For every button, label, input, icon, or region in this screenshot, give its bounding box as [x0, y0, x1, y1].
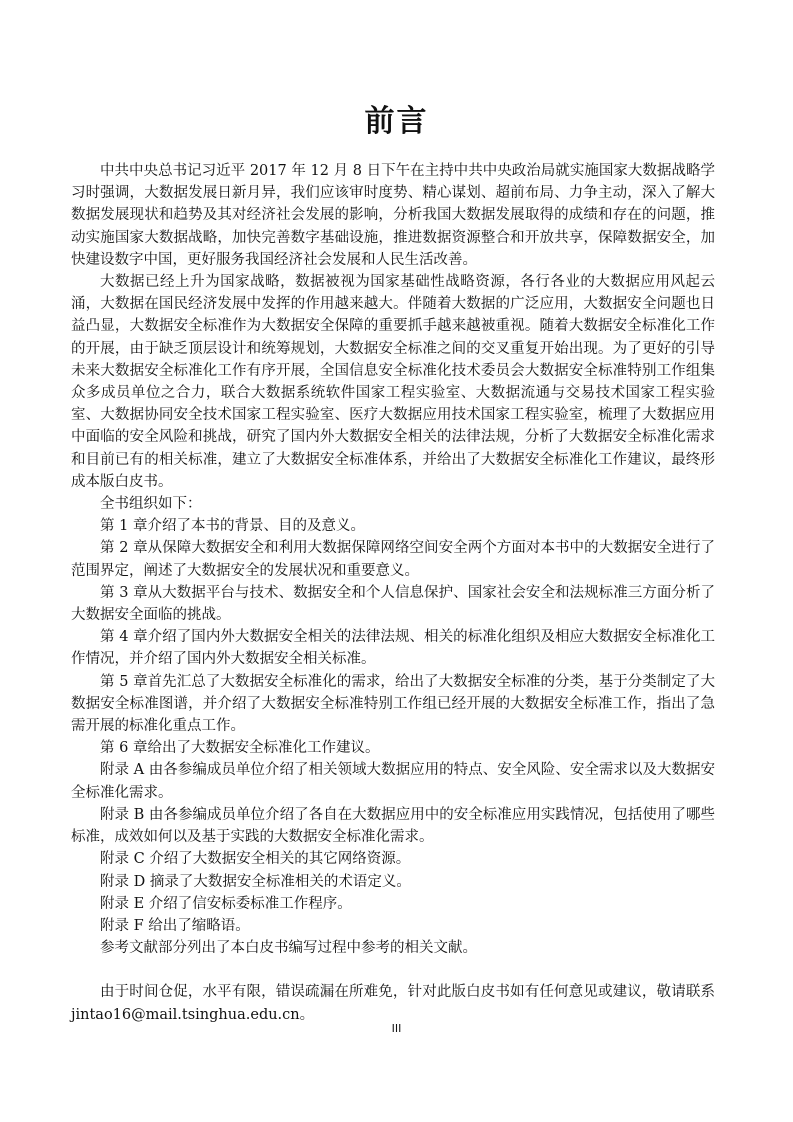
- page-title: 前言: [364, 104, 429, 139]
- paragraph-intro: 中共中央总书记习近平 2017 年 12 月 8 日下午在主持中共中央政治局就实施国家大数据战略学习时强调，大数据发展日新月异，我们应该审时度势、精心谋划、超前布局、力争主动，深入了解大数据发展现状和趋势及其对经济社会发展的影响，分析我国大数据发展取得的成绩和存在的问题，推动实施国家大数据战略，加快完善数字基础设施，推进数据资源整合和开放共享，保障数据安全，加快建设数字中国，更好服务我国经济社会发展和人民生活改善。: [71, 163, 715, 268]
- paragraph-references: 参考文献部分列出了本白皮书编写过程中参考的相关文献。: [100, 940, 477, 957]
- preface-body: [71, 160, 715, 1026]
- paragraph-chapter-4: 第 4 章介绍了国内外大数据安全相关的法律法规、相关的标准化组织及相应大数据安全标准化工作情况，并介绍了国内外大数据安全相关标准。: [71, 629, 715, 668]
- paragraph-closing: 由于时间仓促，水平有限，错误疏漏在所难免，针对此版白皮书如有任何意见或建议，敬请联系 jintao16@mail.tsinghua.edu.cn。: [71, 984, 715, 1023]
- paragraph-appendix-b: 附录 B 由各参编成员单位介绍了各自在大数据应用中的安全标准应用实践情况，包括使用了哪些标准，成效如何以及基于实践的大数据安全标准化需求。: [71, 806, 715, 846]
- paragraph-appendix-f: 附录 F 给出了缩略语。: [100, 917, 250, 934]
- page-number: III: [391, 1022, 402, 1035]
- paragraph-chapter-2: 第 2 章从保障大数据安全和利用大数据保障网络空间安全两个方面对本书中的大数据安全进行了范围界定，阐述了大数据安全的发展状况和重要意义。: [71, 540, 715, 579]
- paragraph-spacer: [71, 959, 715, 981]
- paragraph-chapter-1: 第 1 章介绍了本书的背景、目的及意义。: [100, 518, 365, 535]
- paragraph-appendix-c: 附录 C 介绍了大数据安全相关的其它网络资源。: [100, 851, 411, 868]
- paragraph-chapter-6: 第 6 章给出了大数据安全标准化工作建议。: [100, 740, 380, 757]
- paragraph-organization: 全书组织如下：: [100, 496, 202, 513]
- paragraph-appendix-e: 附录 E 介绍了信安标委标准工作程序。: [100, 895, 352, 912]
- paragraph-strategy: 大数据已经上升为国家战略，数据被视为国家基础性战略资源，各行各业的大数据应用风起云涌，大数据在国民经济发展中发挥的作用越来越大。伴随着大数据的广泛应用，大数据安全问题也日益凸显，大数据安全标准作为大数据安全保障的重要抓手越来越被重视。随着大数据安全标准化工作的开展，由于缺乏顶层设计和统筹规划，大数据安全标准之间的交叉重复开始出现。为了更好的引导未来大数据安全标准化工作有序开展，全国信息安全标准化技术委员会大数据安全标准特别工作组集众多成员单位之合力，联合大数据系统软件国家工程实验室、大数据流通与交易技术国家工程实验室、大数据协同安全技术国家工程实验室、医疗大数据应用技术国家工程实验室，梳理了大数据应用中面临的安全风险和挑战，研究了国内外大数据安全相关的法律法规，分析了大数据安全标准化需求和目前已有的相关标准，建立了大数据安全标准体系，并给出了大数据安全标准化工作建议，最终形成本版白皮书。: [71, 274, 715, 490]
- paragraph-appendix-a: 附录 A 由各参编成员单位介绍了相关领域大数据应用的特点、安全风险、安全需求以及大数据安全标准化需求。: [71, 762, 715, 801]
- paragraph-appendix-d: 附录 D 摘录了大数据安全标准相关的术语定义。: [100, 873, 411, 890]
- paragraph-chapter-5: 第 5 章首先汇总了大数据安全标准化的需求，给出了大数据安全标准的分类，基于分类制定了大数据安全标准图谱，并介绍了大数据安全标准特别工作组已经开展的大数据安全标准工作，指出了急需开展的标准化重点工作。: [71, 673, 715, 735]
- paragraph-chapter-3: 第 3 章从大数据平台与技术、数据安全和个人信息保护、国家社会安全和法规标准三方面分析了大数据安全面临的挑战。: [71, 584, 715, 624]
